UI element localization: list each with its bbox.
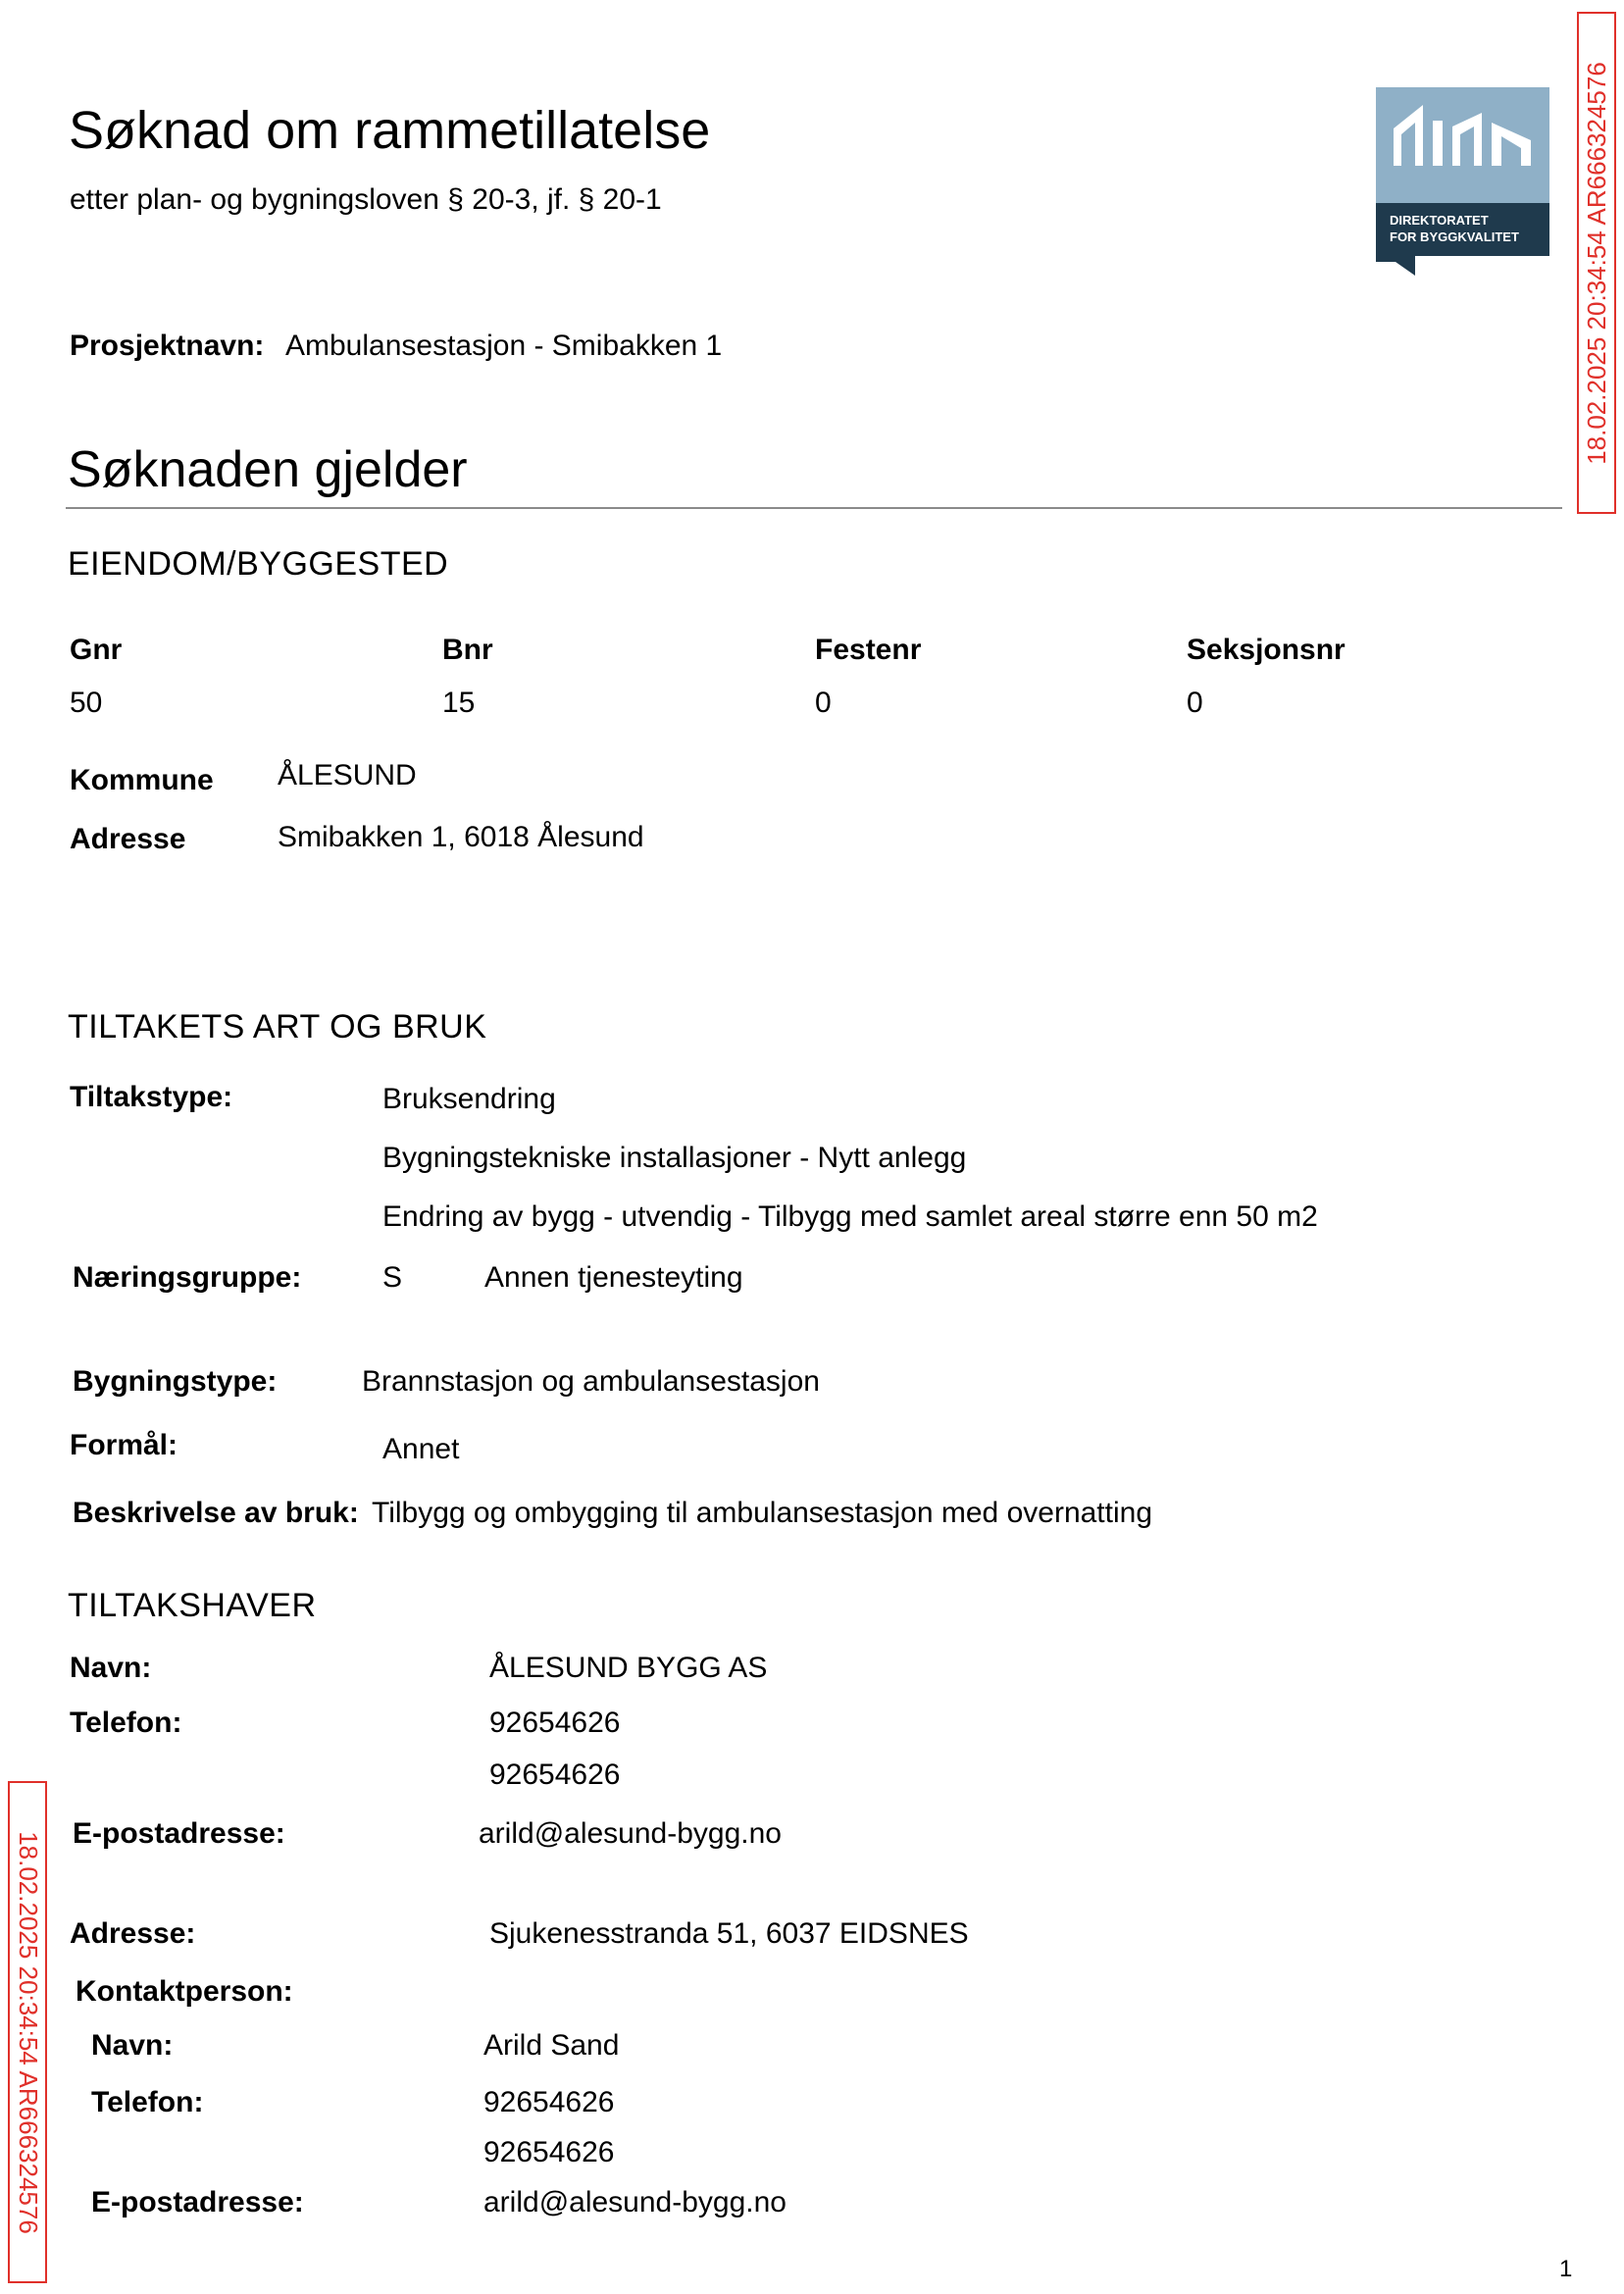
seksjonsnr-label: Seksjonsnr (1187, 634, 1345, 666)
timestamp-stamp-top (1577, 12, 1616, 514)
tiltakstype-item: Endring av bygg - utvendig - Tilbygg med samlet areal større enn 50 m2 (382, 1200, 1318, 1233)
epost-label: E-postadresse: (73, 1817, 285, 1850)
bygningstype-label: Bygningstype: (73, 1365, 278, 1398)
telefon-value: 92654626 (489, 1759, 621, 1791)
logo-text-line2: FOR BYGGKVALITET (1390, 229, 1519, 244)
gnr-value: 50 (70, 687, 103, 719)
page-number: 1 (1559, 2256, 1573, 2282)
kommune-value: ÅLESUND (278, 759, 417, 791)
kontakt-epost-label: E-postadresse: (91, 2186, 304, 2218)
festenr-value: 0 (815, 687, 832, 719)
document-subtitle: etter plan- og bygningsloven § 20-3, jf. § 20-1 (70, 183, 662, 216)
timestamp-stamp-left (8, 1781, 47, 2283)
tiltakstype-item: Bruksendring (382, 1083, 556, 1115)
tiltakshaver-adresse-label: Adresse: (70, 1917, 196, 1950)
seksjonsnr-value: 0 (1187, 687, 1203, 719)
tiltakstype-label: Tiltakstype: (70, 1081, 233, 1113)
telefon-value: 92654626 (489, 1707, 621, 1739)
naeringsgruppe-code: S (382, 1261, 403, 1294)
navn-value: ÅLESUND BYGG AS (489, 1652, 768, 1684)
eiendom-heading: EIENDOM/BYGGESTED (68, 545, 449, 583)
navn-label: Navn: (70, 1652, 152, 1684)
dibk-logo (1376, 87, 1549, 276)
kontaktperson-label: Kontaktperson: (76, 1975, 293, 2008)
kontakt-telefon-label: Telefon: (91, 2086, 204, 2118)
naeringsgruppe-label: Næringsgruppe: (73, 1261, 302, 1294)
logo-text-line1: DIREKTORATET (1390, 213, 1489, 228)
formal-value: Annet (382, 1433, 460, 1465)
festenr-label: Festenr (815, 634, 922, 666)
kontakt-navn-label: Navn: (91, 2029, 174, 2062)
telefon-label: Telefon: (70, 1707, 182, 1739)
tiltak-heading: TILTAKETS ART OG BRUK (68, 1008, 487, 1045)
kontakt-telefon-value: 92654626 (483, 2086, 615, 2118)
bygningstype-value: Brannstasjon og ambulansestasjon (362, 1365, 820, 1398)
beskrivelse-value: Tilbygg og ombygging til ambulansestasjon med overnatting (372, 1497, 1153, 1529)
project-label: Prosjektnavn: (70, 330, 265, 362)
bnr-label: Bnr (442, 634, 493, 666)
bnr-value: 15 (442, 687, 476, 719)
section-divider (66, 507, 1562, 509)
tiltakstype-item: Bygningstekniske installasjoner - Nytt anlegg (382, 1142, 967, 1174)
stamp-text: 18.02.2025 20:34:54 AR666324576 (13, 1830, 43, 2234)
adresse-value: Smibakken 1, 6018 Ålesund (278, 821, 644, 853)
epost-value: arild@alesund-bygg.no (479, 1817, 782, 1850)
naeringsgruppe-value: Annen tjenesteyting (484, 1261, 743, 1294)
document-title: Søknad om rammetillatelse (69, 101, 711, 160)
tiltakshaver-heading: TILTAKSHAVER (68, 1587, 317, 1624)
kontakt-telefon-value: 92654626 (483, 2136, 615, 2168)
adresse-label: Adresse (70, 823, 186, 855)
beskrivelse-label: Beskrivelse av bruk: (73, 1497, 359, 1529)
kontakt-epost-value: arild@alesund-bygg.no (483, 2186, 787, 2218)
section-title: Søknaden gjelder (68, 441, 468, 498)
project-value: Ambulansestasjon - Smibakken 1 (285, 330, 723, 362)
kommune-label: Kommune (70, 764, 214, 796)
gnr-label: Gnr (70, 634, 123, 666)
tiltakshaver-adresse-value: Sjukenesstranda 51, 6037 EIDSNES (489, 1917, 969, 1950)
stamp-text: 18.02.2025 20:34:54 AR666324576 (1581, 61, 1611, 465)
formal-label: Formål: (70, 1429, 178, 1461)
kontakt-navn-value: Arild Sand (483, 2029, 620, 2062)
